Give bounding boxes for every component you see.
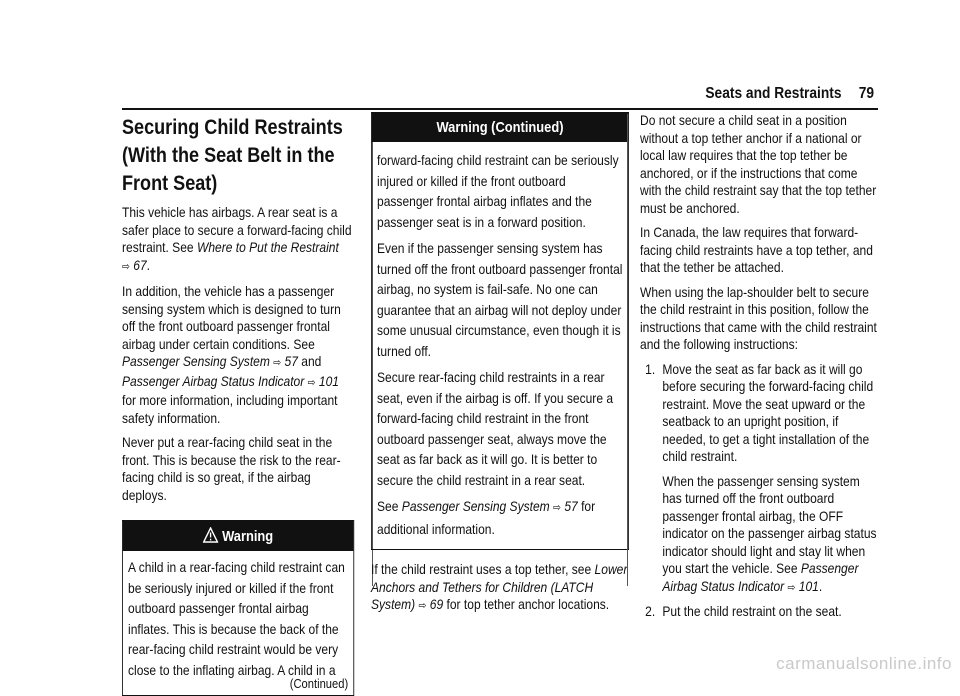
warning-body	[372, 142, 628, 549]
warning-header	[123, 521, 353, 551]
paragraph-top-tether: If the child restraint uses a top tether, see Lower Anchors and Tethers for Children (LATCH System) ⇨ 69 for top tether anchor locations.	[371, 561, 628, 612]
step-text: Put the child restraint on the seat.	[662, 603, 842, 619]
instruction-list	[640, 361, 879, 621]
page-ref[interactable]: 57	[284, 353, 298, 369]
warning-title: Warning	[222, 528, 274, 545]
page-ref-arrow-icon: ⇨	[273, 357, 282, 369]
warning-title: Warning (Continued)	[436, 119, 564, 136]
warning-text: A child in a rear-facing child restraint can be seriously injured or killed if the front outboard passenger frontal airbag inflates. This is because the back of the rear-facing child restraint would be very close to the inflating airbag. A child in a	[128, 559, 345, 678]
page-number: 79	[858, 85, 874, 102]
warning-paragraph: forward-facing child restraint can be seriously injured or killed if the front outboard passenger frontal airbag inflates and the passenger seat is in a forward position.	[377, 152, 619, 230]
page-ref-arrow-icon: ⇨	[122, 260, 130, 273]
xref-where-to-put-restraint[interactable]: Where to Put the Restraint	[196, 239, 339, 255]
watermark: carmanualsonline.info	[776, 654, 952, 673]
header-rule	[122, 108, 878, 110]
warning-box	[122, 520, 354, 696]
warning-paragraph: See Passenger Sensing System ⇨ 57 for additional information.	[377, 498, 596, 537]
xref-passenger-sensing[interactable]: Passenger Sensing System	[401, 498, 550, 514]
page-ref-arrow-icon: ⇨	[787, 581, 796, 594]
list-item	[640, 361, 879, 598]
warning-header	[372, 113, 628, 142]
step-text: Move the seat as far back as it will go before securing the forward-facing child restraint. Move the seat upward or the seatback to an upright position, if needed, to get a tight installation of the child restraint.	[662, 360, 874, 464]
step-number: 1.	[645, 360, 656, 377]
section-heading: Securing Child Restraints (With the Seat Belt in the Front Seat)	[122, 116, 343, 195]
page-ref-arrow-icon: ⇨	[307, 376, 316, 389]
page-ref[interactable]: 101	[318, 372, 339, 389]
paragraph-canada: In Canada, the law requires that forward-facing child restraints have a top tether, and that the tether be attached.	[640, 224, 873, 275]
xref-airbag-status-indicator[interactable]: Passenger Airbag Status Indicator	[122, 372, 305, 389]
step-subparagraph: When the passenger sensing system has turned off the front outboard passenger frontal airbag, the OFF indicator on the passenger airbag status indicator should light and stay lit when you start the vehicle. See Passenger Airbag Status Indicator ⇨ 101.	[662, 472, 877, 594]
paragraph-sensing-system: In addition, the vehicle has a passenger sensing system which is designed to turn off the front outboard passenger frontal airbag under certain conditions. See Passenger Sensing System ⇨ 57 and Passenger Airbag Status Indicator ⇨ 101 for more information, including important safety information.	[122, 283, 341, 426]
page-ref[interactable]: 57	[564, 498, 578, 514]
paragraph-airbags: This vehicle has airbags. A rear seat is a safer place to secure a forward-facing child restraint. See Where to Put the Restraint ⇨ 67.	[122, 204, 352, 273]
page-ref[interactable]: 101	[798, 577, 819, 594]
xref-latch-system[interactable]: Lower Anchors and Tethers for Children (LATCH System)	[371, 561, 628, 612]
page-ref[interactable]: 67	[133, 256, 147, 273]
running-header	[657, 82, 874, 106]
xref-passenger-sensing[interactable]: Passenger Sensing System	[122, 353, 270, 369]
paragraph-tether-law: Do not secure a child seat in a position without a top tether anchor if a national or local law requires that the top tether be anchored, or if the instructions that come with the child restraint say that the top tether must be anchored.	[640, 112, 877, 216]
paragraph-lap-shoulder: When using the lap-shoulder belt to secure the child restraint in this position, follow the instructions that came with the child restraint and the following instructions:	[640, 283, 877, 352]
warning-paragraph: Even if the passenger sensing system has turned off the front outboard passenger frontal airbag, no system is fail-safe. No one can guarantee that an airbag will not deploy under some unusual circumstance, even though it is turned off.	[377, 240, 623, 359]
page-ref-arrow-icon: ⇨	[418, 600, 427, 612]
column-1	[122, 114, 354, 696]
column-3	[640, 112, 879, 627]
column-divider	[627, 114, 628, 586]
warning-triangle-icon	[203, 527, 218, 543]
column-2	[371, 112, 629, 623]
list-item	[640, 603, 879, 621]
section-title: Seats and Restraints	[705, 85, 842, 102]
page-ref[interactable]: 69	[429, 596, 444, 612]
step-number: 2.	[645, 603, 656, 619]
warning-body	[123, 551, 353, 695]
paragraph-rear-facing: Never put a rear-facing child seat in the front. This is because the risk to the rear-facing child is so great, if the airbag deploys.	[122, 434, 341, 503]
continued-label: (Continued)	[289, 676, 349, 691]
page-ref-arrow-icon: ⇨	[553, 502, 561, 514]
warning-paragraph: Secure rear-facing child restraints in a rear seat, even if the airbag is off. If you secure a forward-facing child restraint in the front outboard passenger seat, always move the seat as far back as it will go. It is better to secure the child restraint in a rear seat.	[377, 369, 614, 488]
xref-airbag-status-indicator[interactable]: Passenger Airbag Status Indicator	[662, 560, 859, 594]
warning-box-continued	[371, 112, 629, 550]
